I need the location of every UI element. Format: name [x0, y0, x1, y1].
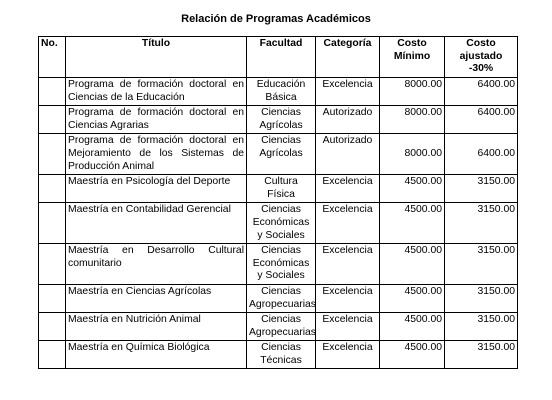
cell-titulo: Maestría en Química Biológica	[66, 341, 247, 369]
cell-categoria: Excelencia	[316, 313, 380, 341]
cell-costo-minimo: 4500.00	[380, 313, 445, 341]
cell-facultad: Educación Básica	[247, 78, 316, 106]
cell-costo-minimo: 8000.00	[380, 106, 445, 134]
cell-titulo: Programa de formación doctoral en Ciencias Agrarias	[66, 106, 247, 134]
cell-costo-ajustado: 6400.00	[445, 134, 518, 175]
cell-categoria: Excelencia	[316, 284, 380, 312]
cell-costo-minimo: 8000.00	[380, 78, 445, 106]
cell-facultad: Ciencias Técnicas	[247, 341, 316, 369]
header-costo-line1: Costo	[397, 38, 427, 49]
header-costo-ajustado	[445, 37, 518, 78]
cell-no	[39, 244, 66, 285]
cell-facultad: Ciencias Agropecuarias	[247, 313, 316, 341]
cell-costo-minimo: 4500.00	[380, 244, 445, 285]
header-ajustado-line1: Costo	[466, 38, 496, 49]
cell-titulo: Maestría en Contabilidad Gerencial	[66, 203, 247, 244]
cell-facultad: Ciencias Agrícolas	[247, 134, 316, 175]
cell-no	[39, 134, 66, 175]
cell-titulo: Maestría en Desarrollo Cultural comunitario	[66, 244, 247, 285]
table-row	[39, 203, 518, 244]
cell-costo-ajustado: 3150.00	[445, 341, 518, 369]
table-row	[39, 175, 518, 203]
cell-titulo: Maestría en Ciencias Agrícolas	[66, 284, 247, 312]
programs-table	[38, 36, 518, 369]
cell-no	[39, 106, 66, 134]
cell-categoria: Excelencia	[316, 203, 380, 244]
cell-no	[39, 203, 66, 244]
table-row	[39, 106, 518, 134]
cell-categoria: Excelencia	[316, 341, 380, 369]
cell-no	[39, 341, 66, 369]
document-title: Relación de Programas Académicos	[181, 13, 371, 25]
header-facultad: Facultad	[247, 37, 316, 78]
table-row	[39, 341, 518, 369]
cell-no	[39, 78, 66, 106]
cell-costo-ajustado: 6400.00	[445, 78, 518, 106]
cell-titulo: Maestría en Nutrición Animal	[66, 313, 247, 341]
cell-no	[39, 284, 66, 312]
cell-costo-minimo: 4500.00	[380, 284, 445, 312]
header-ajustado-line3: -30%	[468, 63, 494, 75]
cell-costo-minimo: 8000.00	[380, 134, 445, 175]
cell-costo-ajustado: 3150.00	[445, 284, 518, 312]
cell-categoria: Autorizado	[316, 134, 380, 175]
cell-costo-minimo: 4500.00	[380, 341, 445, 369]
header-costo-line2: Mínimo	[393, 50, 431, 62]
cell-facultad: Ciencias Económicas y Sociales	[247, 244, 316, 285]
cell-categoria: Excelencia	[316, 78, 380, 106]
header-no: No.	[39, 37, 66, 78]
cell-titulo: Programa de formación doctoral en Ciencias de la Educación	[66, 78, 247, 106]
cell-facultad: Ciencias Agropecuarias	[247, 284, 316, 312]
header-costo-minimo	[380, 37, 445, 78]
cell-facultad: Ciencias Agrícolas	[247, 106, 316, 134]
cell-costo-ajustado: 3150.00	[445, 313, 518, 341]
header-titulo: Título	[66, 37, 247, 78]
cell-no	[39, 175, 66, 203]
cell-categoria: Autorizado	[316, 106, 380, 134]
table-row	[39, 78, 518, 106]
table-row	[39, 313, 518, 341]
cell-categoria: Excelencia	[316, 244, 380, 285]
table-row	[39, 244, 518, 285]
table-row	[39, 134, 518, 175]
cell-titulo: Maestría en Psicología del Deporte	[66, 175, 247, 203]
header-categoria: Categoría	[316, 37, 380, 78]
cell-costo-ajustado: 3150.00	[445, 244, 518, 285]
table-header-row	[39, 37, 518, 78]
cell-titulo: Programa de formación doctoral en Mejoramiento de los Sistemas de Producción Animal	[66, 134, 247, 175]
cell-costo-minimo: 4500.00	[380, 175, 445, 203]
cell-facultad: Cultura Física	[247, 175, 316, 203]
cell-costo-ajustado: 3150.00	[445, 175, 518, 203]
cell-costo-ajustado: 6400.00	[445, 106, 518, 134]
cell-no	[39, 313, 66, 341]
cell-costo-minimo: 4500.00	[380, 203, 445, 244]
cell-costo-ajustado: 3150.00	[445, 203, 518, 244]
cell-categoria: Excelencia	[316, 175, 380, 203]
header-ajustado-line2: ajustado	[459, 50, 503, 62]
table-row	[39, 284, 518, 312]
cell-facultad: Ciencias Económicas y Sociales	[247, 203, 316, 244]
